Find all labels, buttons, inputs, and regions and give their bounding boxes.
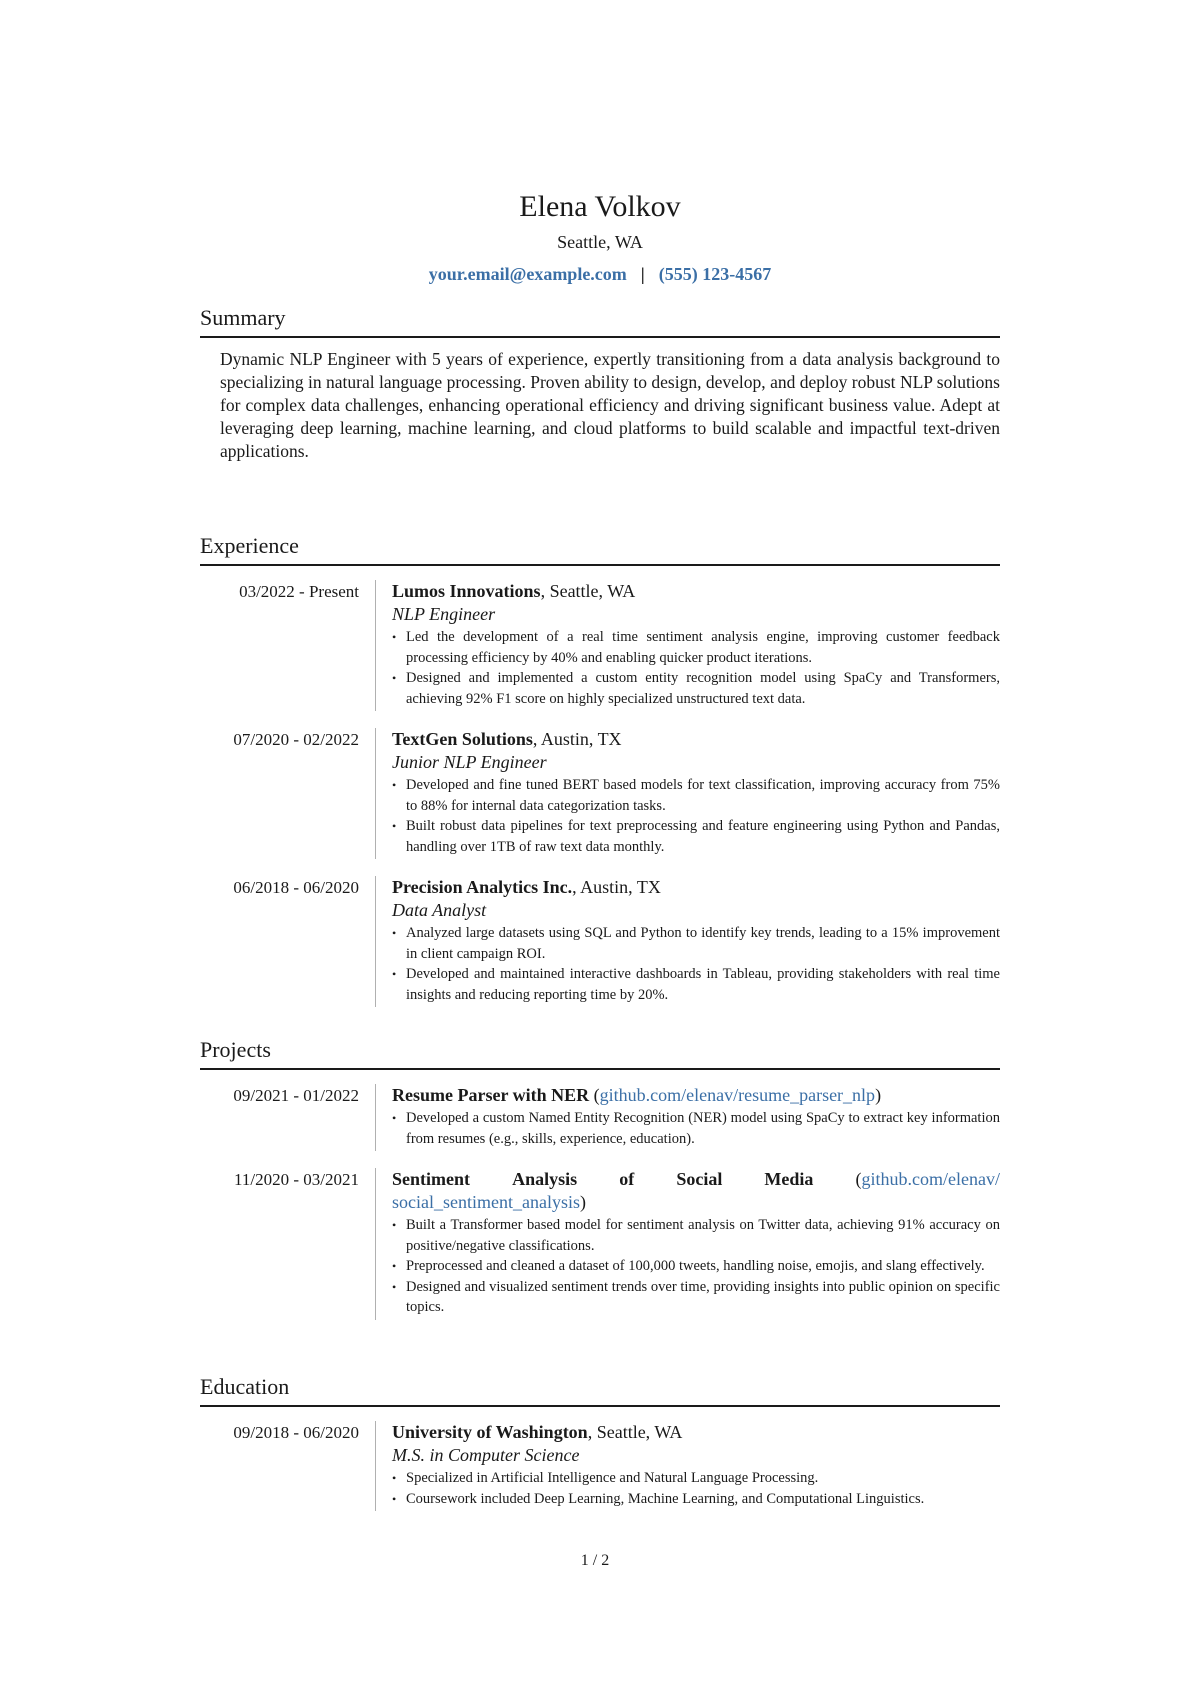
organization-location: , Seattle, WA [540,581,636,601]
bullet-item: • Built a Transformer based model for sentiment analysis on Twitter data, achieving 91% accuracy on positive/negative classifications. [392,1215,1000,1256]
education-heading: Education [200,1373,1000,1407]
projects-heading: Projects [200,1036,1000,1070]
project-title [392,1168,1000,1214]
bullet-item: • Developed a custom Named Entity Recognition (NER) model using SpaCy to extract key information from resumes (e.g., skills, experience, education). [392,1108,1000,1149]
entry-bullets [392,1108,1000,1149]
project-name-word: Social [676,1169,723,1189]
entry-date: 09/2018 - 06/2020 [233,1423,359,1442]
entry-bullets [392,923,1000,1005]
degree: M.S. in Computer Science [392,1445,580,1465]
resume-header [200,188,1000,286]
entry-organization [392,1421,1000,1444]
entry-role: Data Analyst [392,900,487,920]
entry-body [375,1084,1000,1151]
organization-location: , Austin, TX [572,877,661,897]
project-link-continued[interactable]: social_sentiment_analysis [392,1192,580,1212]
entry-role: NLP Engineer [392,604,496,624]
project-name: Resume Parser with NER [392,1085,590,1105]
contact-separator: | [640,264,645,284]
entry-date: 06/2018 - 06/2020 [233,878,359,897]
project-link-start: (github.com/elenav/ [855,1169,1000,1189]
project-name-word: of [619,1169,635,1189]
experience-heading: Experience [200,532,1000,566]
entry-organization [392,580,1000,603]
entry-bullets [392,627,1000,709]
bullet-item: • Built robust data pipelines for text preprocessing and feature engineering using Python and Pandas, handling over 1TB of raw text data monthly. [392,816,1000,857]
institution-location: , Seattle, WA [587,1422,683,1442]
education-section [200,1373,1000,1511]
bullet-item: • Designed and implemented a custom entity recognition model using SpaCy and Transformers, achieving 92% F1 score on highly specialized unstructured text data. [392,668,1000,709]
summary-section [200,304,1000,463]
entry-body [375,580,1000,711]
summary-text: Dynamic NLP Engineer with 5 years of experience, expertly transitioning from a data analysis background to specializing in natural language processing. Proven ability to design, develop, and deploy robust NLP solutions for complex data challenges, enhancing operational efficiency and driving significant business value. Adept at leveraging deep learning, machine learning, and cloud platforms to build scalable and impactful text-driven applications. [220,349,1000,461]
bullet-item: • Led the development of a real time sentiment analysis engine, improving customer feedback processing efficiency by 40% and enabling quicker product iterations. [392,627,1000,668]
bullet-item: • Designed and visualized sentiment trends over time, providing insights into public opinion on specific topics. [392,1277,1000,1318]
entry-organization [392,876,1000,899]
experience-entry [200,580,1000,711]
experience-section [200,532,1000,1007]
institution-name: University of Washington [392,1422,588,1442]
entry-body [375,1421,1000,1511]
entry-role: Junior NLP Engineer [392,752,547,772]
entry-bullets [392,1215,1000,1318]
education-entry [200,1421,1000,1511]
project-title-line: social_sentiment_analysis) [392,1192,586,1212]
entry-organization [392,728,1000,751]
project-name-word: Sentiment [392,1169,470,1189]
entry-body [375,1168,1000,1320]
entry-date: 07/2020 - 02/2022 [233,730,359,749]
bullet-item: • Coursework included Deep Learning, Machine Learning, and Computational Linguistics. [392,1489,1000,1510]
candidate-name: Elena Volkov [519,190,681,223]
phone-link[interactable]: (555) 123-4567 [658,264,772,284]
project-title-line [392,1168,1000,1191]
contact-line [200,262,1000,286]
bullet-item: • Analyzed large datasets using SQL and Python to identify key trends, leading to a 15% improvement in client campaign ROI. [392,923,1000,964]
experience-entry [200,728,1000,859]
bullet-item: • Preprocessed and cleaned a dataset of 100,000 tweets, handling noise, emojis, and slang effectively. [392,1256,1000,1277]
project-title: Resume Parser with NER (github.com/elenav/resume_parser_nlp) [392,1085,882,1105]
candidate-location: Seattle, WA [557,232,643,252]
entry-date: 03/2022 - Present [239,582,359,601]
entry-body [375,728,1000,859]
entry-bullets [392,1468,1000,1509]
organization-name: TextGen Solutions [392,729,533,749]
project-name-word: Analysis [512,1169,578,1189]
project-entry [200,1168,1000,1320]
entry-date: 11/2020 - 03/2021 [234,1170,359,1189]
project-link[interactable]: github.com/elenav/resume_parser_nlp [599,1085,876,1105]
experience-entry [200,876,1000,1007]
entry-body [375,876,1000,1007]
project-entry [200,1084,1000,1151]
project-link[interactable]: github.com/elenav/ [861,1169,1000,1189]
entry-date: 09/2021 - 01/2022 [233,1086,359,1105]
bullet-item: • Specialized in Artificial Intelligence and Natural Language Processing. [392,1468,1000,1489]
summary-heading: Summary [200,304,1000,338]
email-link[interactable]: your.email@example.com [428,264,627,284]
bullet-item: • Developed and fine tuned BERT based models for text classification, improving accuracy from 75% to 88% for internal data categorization tasks. [392,775,1000,816]
projects-section [200,1036,1000,1320]
entry-bullets [392,775,1000,857]
project-name-word: Media [764,1169,814,1189]
bullet-item: • Developed and maintained interactive dashboards in Tableau, providing stakeholders with real time insights and reducing reporting time by 20%. [392,964,1000,1005]
organization-name: Lumos Innovations [392,581,541,601]
organization-name: Precision Analytics Inc. [392,877,573,897]
organization-location: , Austin, TX [532,729,622,749]
page-number: 1 / 2 [580,1552,610,1569]
